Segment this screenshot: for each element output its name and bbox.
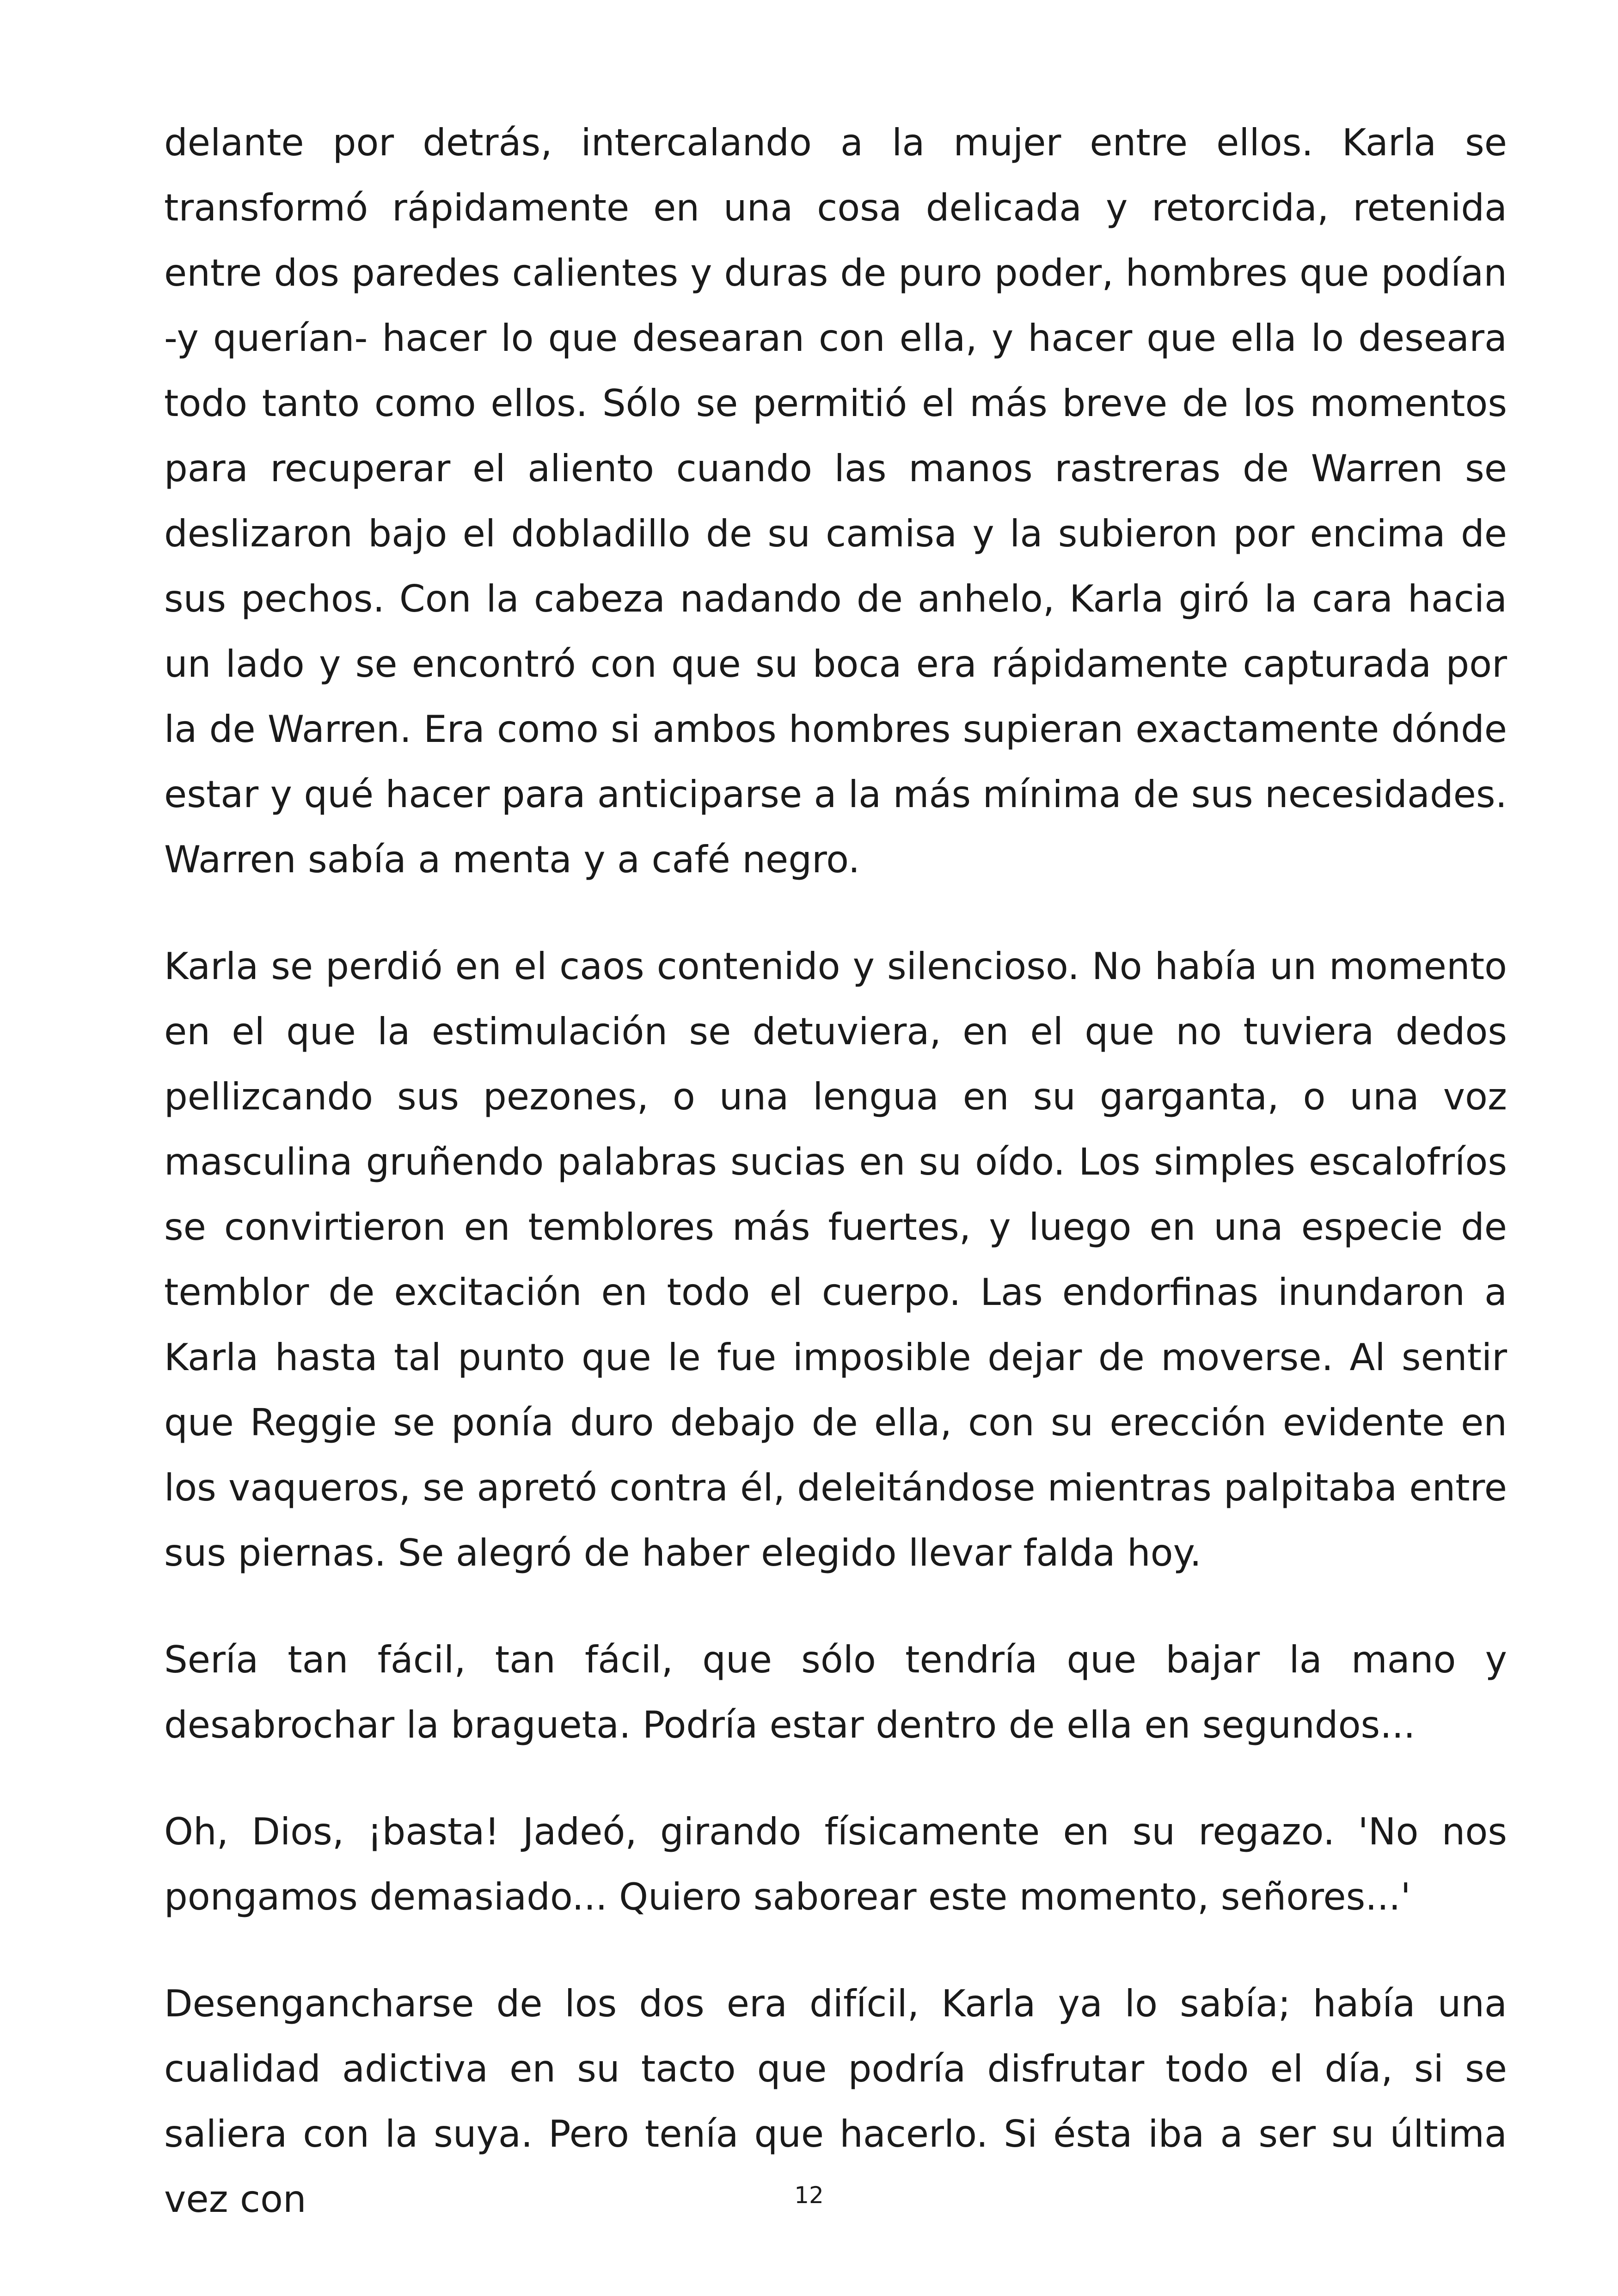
paragraph-2: Karla se perdió en el caos contenido y silencioso. No había un momento en el que la estimulación se detuviera, en el que no tuviera dedos pellizcando sus pezones, o una lengua en su garganta, o una voz masculina gruñendo palabras sucias en su oído. Los simples escalofríos se convirtieron en temblores más fuertes, y luego en una especie de temblor de excitación en todo el cuerpo. Las endorfinas inundaron a Karla hasta tal punto que le fue imposible dejar de moverse. Al sentir que Reggie se ponía duro debajo de ella, con su erección evidente en los vaqueros, se apretó contra él, deleitándose mientras palpitaba entre sus piernas. Se alegró de haber elegido llevar falda hoy. xyxy=(164,945,1507,1574)
body-text xyxy=(164,110,1507,2273)
paragraph-4: Oh, Dios, ¡basta! Jadeó, girando físicamente en su regazo. 'No nos pongamos demasiado... Quiero saborear este momento, señores...' xyxy=(164,1810,1507,1918)
page-number: 12 xyxy=(794,2182,824,2209)
paragraph-1: delante por detrás, intercalando a la mujer entre ellos. Karla se transformó rápidamente en una cosa delicada y retorcida, retenida entre dos paredes calientes y duras de puro poder, hombres que podían -y querían- hacer lo que desearan con ella, y hacer que ella lo deseara todo tanto como ellos. Sólo se permitió el más breve de los momentos para recuperar el aliento cuando las manos rastreras de Warren se deslizaron bajo el dobladillo de su camisa y la subieron por encima de sus pechos. Con la cabeza nadando de anhelo, Karla giró la cara hacia un lado y se encontró con que su boca era rápidamente capturada por la de Warren. Era como si ambos hombres supieran exactamente dónde estar y qué hacer para anticiparse a la más mínima de sus necesidades. Warren sabía a menta y a café negro. xyxy=(164,121,1507,881)
paragraph-3: Sería tan fácil, tan fácil, que sólo tendría que bajar la mano y desabrochar la bragueta. Podría estar dentro de ella en segundos... xyxy=(164,1638,1507,1746)
paragraph-5: Desengancharse de los dos era difícil, Karla ya lo sabía; había una cualidad adictiva en su tacto que podría disfrutar todo el día, si se saliera con la suya. Pero tenía que hacerlo. Si ésta iba a ser su última vez con xyxy=(164,1982,1507,2221)
